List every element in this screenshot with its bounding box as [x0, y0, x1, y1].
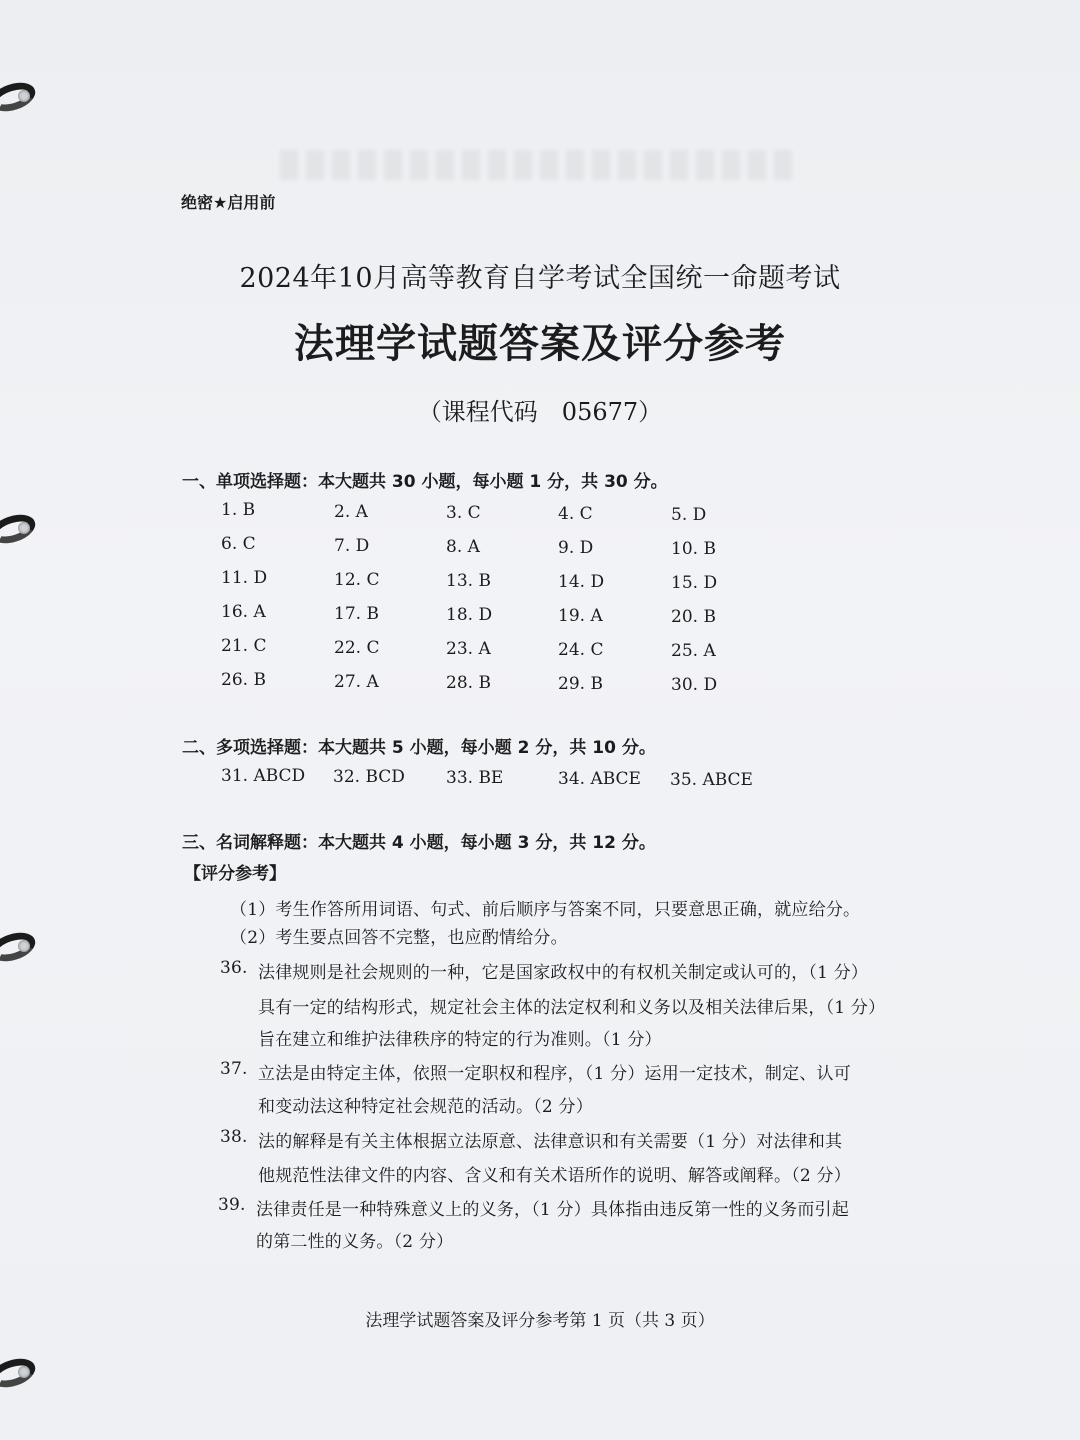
- answer-item: 28. B: [446, 673, 491, 693]
- scoring-note: （1）考生作答所用词语、句式、前后顺序与答案不同，只要意思正确，就应给分。: [230, 900, 861, 920]
- item-text-line: 的第二性的义务。（2 分）: [256, 1232, 454, 1252]
- answer-item: 32. BCD: [333, 767, 405, 787]
- binder-ring-icon: [0, 80, 44, 114]
- answer-item: 16. A: [221, 602, 266, 622]
- answer-item: 24. C: [558, 640, 604, 660]
- answer-item: 31. ABCD: [221, 766, 306, 786]
- page-title: 法理学试题答案及评分参考: [294, 321, 786, 367]
- page-footer: 法理学试题答案及评分参考第 1 页（共 3 页）: [365, 1311, 715, 1331]
- item-text-line: 和变动法这种特定社会规范的活动。（2 分）: [258, 1097, 593, 1117]
- answer-item: 7. D: [334, 536, 370, 556]
- answer-item: 29. B: [558, 674, 603, 694]
- item-text-line: 旨在建立和维护法律秩序的特定的行为准则。（1 分）: [258, 1030, 662, 1050]
- answer-item: 3. C: [446, 503, 481, 523]
- course-code: （课程代码 05677）: [417, 398, 663, 426]
- answer-item: 35. ABCE: [670, 770, 753, 790]
- answer-item: 17. B: [334, 604, 379, 624]
- item-number: 39.: [218, 1195, 246, 1215]
- answer-item: 15. D: [671, 573, 718, 593]
- section3-heading: 三、名词解释题：本大题共 4 小题，每小题 3 分，共 12 分。: [182, 833, 656, 853]
- answer-item: 13. B: [446, 571, 491, 591]
- answer-item: 10. B: [671, 539, 716, 559]
- answer-item: 26. B: [221, 670, 266, 690]
- binder-ring-icon: [0, 930, 44, 964]
- exam-title: 2024年10月高等教育自学考试全国统一命题考试: [239, 263, 841, 294]
- item-text-line: 立法是由特定主体，依照一定职权和程序，（1 分）运用一定技术，制定、认可: [258, 1064, 851, 1084]
- answer-item: 27. A: [334, 672, 379, 692]
- item-number: 36.: [220, 958, 248, 978]
- answer-item: 14. D: [558, 572, 605, 592]
- answer-item: 12. C: [334, 570, 380, 590]
- confidential-label: 绝密★启用前: [181, 193, 276, 212]
- item-number: 37.: [220, 1059, 248, 1079]
- answer-item: 18. D: [446, 605, 493, 625]
- answer-item: 20. B: [671, 607, 716, 627]
- section1-heading: 一、单项选择题：本大题共 30 小题，每小题 1 分，共 30 分。: [182, 472, 668, 492]
- item-text-line: 他规范性法律文件的内容、含义和有关术语所作的说明、解答或阐释。（2 分）: [258, 1166, 851, 1186]
- answer-item: 2. A: [334, 502, 368, 522]
- answer-item: 23. A: [446, 639, 491, 659]
- item-text-line: 法律责任是一种特殊意义上的义务，（1 分）具体指由违反第一性的义务而引起: [256, 1200, 849, 1220]
- answer-item: 8. A: [446, 537, 480, 557]
- answer-item: 11. D: [221, 568, 268, 588]
- answer-item: 22. C: [334, 638, 380, 658]
- answer-item: 34. ABCE: [558, 769, 641, 789]
- answer-item: 30. D: [671, 675, 718, 695]
- answer-item: 21. C: [221, 636, 267, 656]
- answer-item: 19. A: [558, 606, 603, 626]
- item-number: 38.: [220, 1127, 248, 1147]
- binder-ring-icon: [0, 1356, 44, 1390]
- answer-item: 1. B: [221, 500, 256, 520]
- scoring-reference-label: 【评分参考】: [184, 864, 286, 884]
- answer-item: 6. C: [221, 534, 256, 554]
- answer-item: 25. A: [671, 641, 716, 661]
- item-text-line: 法的解释是有关主体根据立法原意、法律意识和有关需要（1 分）对法律和其: [258, 1132, 843, 1152]
- item-text-line: 具有一定的结构形式，规定社会主体的法定权利和义务以及相关法律后果，（1 分）: [258, 998, 886, 1018]
- answer-item: 4. C: [558, 504, 593, 524]
- item-text-line: 法律规则是社会规则的一种，它是国家政权中的有权机关制定或认可的，（1 分）: [258, 963, 869, 983]
- answer-item: 5. D: [671, 505, 707, 525]
- binder-ring-icon: [0, 512, 44, 546]
- answer-item: 33. BE: [446, 768, 504, 788]
- scoring-note: （2）考生要点回答不完整，也应酌情给分。: [230, 928, 568, 948]
- section2-heading: 二、多项选择题：本大题共 5 小题，每小题 2 分，共 10 分。: [182, 738, 656, 758]
- answer-item: 9. D: [558, 538, 594, 558]
- bleed-through-shadow: [280, 150, 800, 180]
